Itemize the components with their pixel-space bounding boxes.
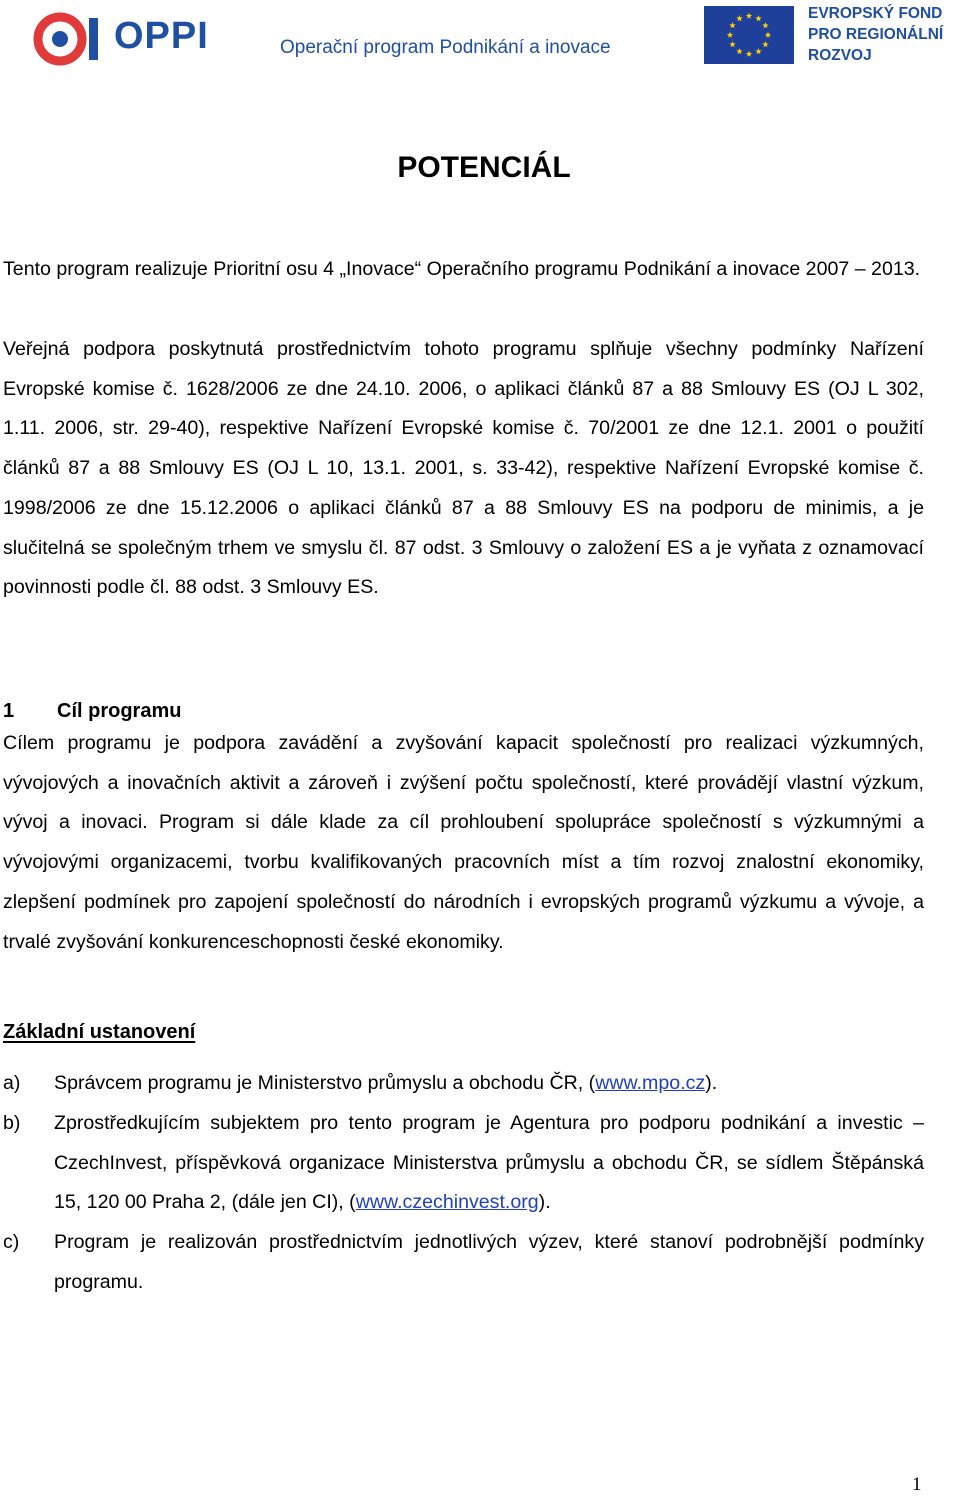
list-marker: a) [3, 1072, 21, 1094]
list-marker: b) [3, 1112, 21, 1134]
list-item-text [54, 1104, 924, 1223]
list-item-text: Program je realizován prostřednictvím jednotlivých výzev, které stanoví podrobnější podmínky programu. [54, 1231, 924, 1293]
list-item-text-after: ). [538, 1191, 551, 1214]
section-goal-text: Cílem programu je podpora zavádění a zvyšování kapacit společností pro realizaci výzkumných, vývojových a inovačních aktivit a zároveň i zvýšení počtu společností, které provádějí vlastní výzkum, vývoj a inovaci. Program si dále klade za cíl prohloubení spolupráce společností s výzkumnými a vývojovými organizacemi, tvorbu kvalifikovaných pracovních míst a tím rozvoj znalostní ekonomiky, zlepšení podmínek pro zapojení společností do národních i evropských programů výzkumu a vývoje, a trvalé zvyšování konkurenceschopnosti české ekonomiky. [3, 732, 924, 953]
czechinvest-link[interactable]: www.czechinvest.org [355, 1191, 539, 1214]
list-item-text-before: Správcem programu je Ministerstvo průmyslu a obchodu ČR, ( [54, 1072, 596, 1094]
eu-fund-line-2: PRO REGIONÁLNÍ [808, 26, 944, 43]
list-item-a [3, 1064, 924, 1104]
page-header [0, 0, 960, 80]
section-heading [3, 696, 181, 726]
page-number: 1 [912, 1474, 922, 1495]
list-item-b [3, 1104, 924, 1223]
section-number: 1 [3, 700, 15, 722]
document-title: POTENCIÁL [397, 151, 571, 184]
eu-fund-line-3: ROZVOJ [808, 47, 872, 64]
eu-fund-line-1: EVROPSKÝ FOND [808, 5, 943, 22]
basic-provisions-heading: Základní ustanovení [3, 1021, 196, 1043]
list-item-text-after: ). [705, 1072, 718, 1094]
header-caption: Operační program Podnikání a inovace [280, 37, 611, 58]
intro-paragraph-1: Tento program realizuje Prioritní osu 4 „Inovace“ Operačního programu Podnikání a inovace 2007 – 2013. [3, 258, 921, 280]
list-item-text-before: Zprostředkujícím subjektem pro tento program je Agentura pro podporu podnikání a investic – CzechInvest, příspěvková organizace Ministerstva průmyslu a obchodu ČR, se sídlem Štěpánská 15, 120 00 Praha 2, (dále jen CI), ( [54, 1112, 924, 1214]
intro-paragraph-2: Veřejná podpora poskytnutá prostřednictvím tohoto programu splňuje všechny podmínky Nařízení Evropské komise č. 1628/2006 ze dne 24.10. 2006, o aplikaci článků 87 a 88 Smlouvy ES (OJ L 302, 1.11. 2006, str. 29-40), respektive Nařízení Evropské komise č. 70/2001 ze dne 12.1. 2001 o použití článků 87 a 88 Smlouvy ES (OJ L 10, 13.1. 2001, s. 33-42), respektive Nařízení Evropské komise č. 1998/2006 ze dne 15.12.2006 o aplikaci článků 87 a 88 Smlouvy ES na podporu de minimis, a je slučitelná se společným trhem ve smyslu čl. 87 odst. 3 Smlouvy o založení ES a je vyňata z oznamovací povinnosti podle čl. 88 odst. 3 Smlouvy ES. [3, 338, 924, 599]
eu-fund-label [808, 3, 960, 66]
oppi-logo-text: OPPI [114, 15, 209, 57]
mpo-link[interactable]: www.mpo.cz [595, 1072, 706, 1094]
list-item-c [3, 1223, 924, 1302]
list-marker: c) [3, 1231, 20, 1253]
eu-flag-icon [704, 6, 794, 64]
section-title: Cíl programu [57, 700, 182, 722]
list-item-text [54, 1064, 924, 1104]
